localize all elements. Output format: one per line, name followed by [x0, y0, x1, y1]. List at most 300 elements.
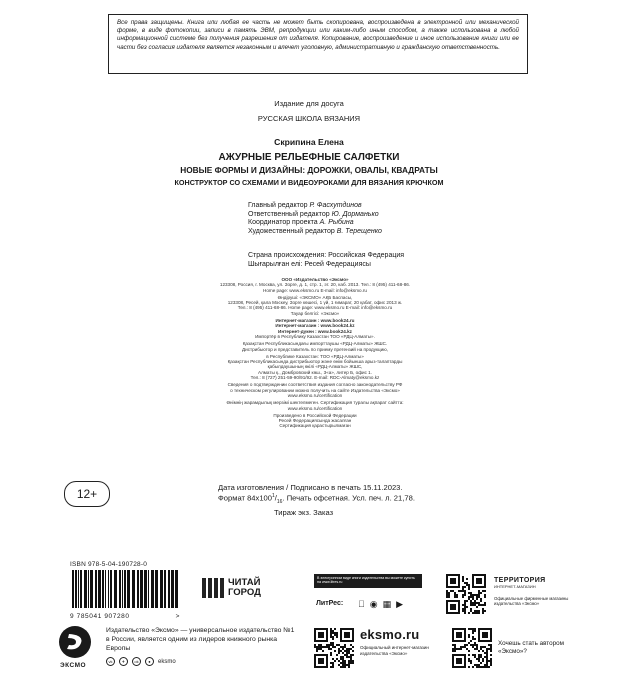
imprint-line: о техническом регулировании можно получить на сайте Издательства «Эксмо» — [230, 387, 400, 393]
qr-module — [464, 586, 466, 588]
qr-module — [468, 660, 470, 662]
qr-module — [330, 652, 332, 654]
qr-module — [454, 644, 456, 646]
barcode-bar — [75, 570, 77, 608]
qr-module — [338, 644, 340, 646]
chitai-gorod-logo — [200, 576, 261, 605]
qr-module — [480, 656, 482, 658]
barcode-bar — [160, 570, 163, 608]
chitai-bottom-text: ГОРОД — [228, 587, 261, 598]
eksmo-ru-subtitle: Официальный интернет-магазин издательства «Эксмо» — [360, 645, 429, 656]
credit-chief-editor: Главный редактор Р. Фасхутдинов — [248, 202, 362, 209]
qr-module — [480, 598, 482, 600]
qr-module — [446, 596, 448, 598]
qr-module — [344, 664, 346, 666]
qr-module — [448, 594, 450, 596]
qr-module — [336, 644, 338, 646]
barcode-bar — [90, 570, 93, 608]
qr-module — [452, 590, 454, 592]
qr-module — [478, 664, 480, 666]
barcode-bar — [119, 570, 121, 608]
qr-module — [486, 666, 488, 668]
qr-module — [326, 646, 328, 648]
qr-module — [458, 648, 460, 650]
qr-module — [456, 594, 458, 596]
barcode-bar — [132, 570, 135, 608]
chitai-top-text: ЧИТАЙ — [228, 577, 261, 588]
qr-module — [476, 606, 478, 608]
territory-title: ТЕРРИТОРИЯ — [494, 577, 546, 584]
qr-module — [338, 648, 340, 650]
qr-module — [348, 666, 350, 668]
qr-module — [474, 610, 476, 612]
imprint-line: в Республике Казахстан: ТОО «РДЦ-Алматы» — [266, 353, 364, 359]
qr-module — [338, 650, 340, 652]
qr-module — [322, 646, 324, 648]
qr-module — [478, 650, 480, 652]
qr-module — [480, 666, 482, 668]
qr-module — [334, 628, 336, 630]
qr-module — [476, 646, 478, 648]
qr-module — [466, 606, 468, 608]
qr-module — [470, 644, 472, 646]
qr-module — [350, 658, 352, 660]
qr-module — [328, 644, 330, 646]
imprint-line: Сведения о подтверждении соответствия издания согласно законодательству РФ — [227, 382, 403, 388]
qr-module — [326, 644, 328, 646]
qr-module — [468, 588, 470, 590]
barcode-bar — [124, 570, 126, 608]
qr-module — [336, 658, 338, 660]
telegram-icon[interactable]: ✈ — [119, 657, 128, 666]
qr-module — [468, 634, 470, 636]
qr-module — [468, 650, 470, 652]
qr-module — [450, 590, 452, 592]
imprint-line: 123308, Россия, г. Москва, ул. Зорге, д. 1, стр. 1, эт. 20, каб. 2013. Тел.: 8 (495) 411-68-86. — [219, 282, 411, 288]
qr-finder — [482, 632, 488, 638]
litres-ad-banner: В электронном виде книги издательства вы можете купить на www.litres.ru — [314, 574, 422, 588]
qr-module — [466, 582, 468, 584]
qr-module — [348, 660, 350, 662]
qr-module — [486, 656, 488, 658]
qr-module — [464, 608, 466, 610]
qr-module — [330, 630, 332, 632]
qr-module — [352, 646, 354, 648]
eksmo-logo-icon — [58, 625, 92, 659]
qr-module — [478, 656, 480, 658]
qr-module — [454, 592, 456, 594]
qr-module — [346, 654, 348, 656]
qr-module — [332, 662, 334, 664]
qr-module — [464, 604, 466, 606]
qr-module — [320, 648, 322, 650]
qr-module — [476, 612, 478, 614]
qr-module — [482, 646, 484, 648]
qr-module — [468, 658, 470, 660]
vk-icon[interactable]: vk — [106, 657, 115, 666]
web-icon[interactable]: ● — [145, 657, 154, 666]
qr-module — [446, 590, 448, 592]
qr-module — [490, 644, 492, 646]
barcode-bar — [98, 570, 101, 608]
qr-module — [452, 648, 454, 650]
qr-module — [342, 656, 344, 658]
qr-module — [478, 590, 480, 592]
qr-module — [462, 646, 464, 648]
barcode-addon: > — [175, 613, 180, 620]
qr-module — [474, 638, 476, 640]
qr-module — [472, 638, 474, 640]
qr-module — [332, 636, 334, 638]
qr-module — [344, 646, 346, 648]
qr-module — [476, 644, 478, 646]
qr-module — [480, 654, 482, 656]
qr-module — [476, 610, 478, 612]
qr-module — [490, 662, 492, 664]
qr-module — [474, 664, 476, 666]
qr-module — [330, 666, 332, 668]
qr-module — [334, 634, 336, 636]
qr-module — [486, 662, 488, 664]
qr-module — [344, 662, 346, 664]
qr-module — [490, 650, 492, 652]
print-info — [218, 483, 498, 517]
qr-module — [484, 590, 486, 592]
barcode-bar — [148, 570, 149, 608]
barcode-bar — [122, 570, 123, 608]
origin-ru: Страна происхождения: Российская Федерация — [248, 252, 405, 259]
barcode-bar — [110, 570, 112, 608]
qr-module — [472, 632, 474, 634]
barcode-bars — [70, 570, 180, 608]
qr-module — [338, 664, 340, 666]
qr-module — [476, 596, 478, 598]
qr-module — [482, 612, 484, 614]
territory-subtitle: Официальные фирменные магазины издательства «Эксмо» — [494, 596, 569, 607]
qr-module — [486, 660, 488, 662]
qr-module — [462, 578, 464, 580]
qr-module — [472, 654, 474, 656]
qr-module — [468, 654, 470, 656]
qr-module — [472, 612, 474, 614]
qr-module — [486, 648, 488, 650]
imprint-line: ООО «Издательство «Эксмо» — [281, 277, 349, 282]
imprint-line: www.eksmo.ru/certification — [287, 405, 343, 411]
qr-module — [478, 596, 480, 598]
qr-module — [316, 650, 318, 652]
age-rating-badge: 12+ — [64, 481, 110, 507]
barcode-bar — [72, 570, 74, 608]
social-handle[interactable]: eksmo — [158, 658, 176, 665]
qr-module — [448, 596, 450, 598]
print-circulation: Тираж экз. Заказ — [274, 507, 334, 517]
qr-module — [472, 644, 474, 646]
qr-module — [470, 600, 472, 602]
qr-module — [474, 594, 476, 596]
qr-module — [350, 644, 352, 646]
qr-module — [464, 644, 466, 646]
qr-module — [352, 654, 354, 656]
qr-module — [330, 654, 332, 656]
imprint-line: Тел.: 8 (727) 251-59-90/91/92. E-mail: RDC-Almaty@eksmo.kz — [250, 375, 380, 381]
eksmo-wordmark: ЭКСМО — [60, 662, 87, 669]
qr-module — [340, 646, 342, 648]
qr-module — [474, 628, 476, 630]
qr-module — [486, 654, 488, 656]
imprint-line: www.eksmo.ru/certification — [287, 392, 343, 398]
barcode-bar — [105, 570, 106, 608]
qr-module — [454, 646, 456, 648]
qr-module — [460, 648, 462, 650]
qr-module — [320, 644, 322, 646]
qr-module — [340, 650, 342, 652]
qr-module — [474, 654, 476, 656]
qr-module — [490, 660, 492, 662]
qr-module — [490, 648, 492, 650]
qr-module — [472, 602, 474, 604]
qr-module — [470, 608, 472, 610]
qr-module — [478, 594, 480, 596]
imprint-block — [180, 277, 450, 429]
qr-module — [470, 594, 472, 596]
social-links — [106, 657, 176, 666]
qr-module — [446, 592, 448, 594]
qr-module — [474, 612, 476, 614]
qr-module — [488, 660, 490, 662]
imprint-line: Өндіруші: «ЭКСМО» АҚБ Баспасы, — [277, 294, 353, 300]
qr-module — [484, 594, 486, 596]
qr-module — [336, 632, 338, 634]
qr-module — [346, 650, 348, 652]
qr-module — [316, 648, 318, 650]
qr-module — [330, 662, 332, 664]
qr-module — [480, 648, 482, 650]
qr-module — [464, 594, 466, 596]
qr-module — [474, 644, 476, 646]
imprint-line: Интернет-магазин : www.book24.kz — [275, 323, 355, 329]
qr-module — [330, 634, 332, 636]
qr-finder — [318, 632, 324, 638]
qr-module — [350, 648, 352, 650]
imprint-line: Өнімнің жарамдылық мерзімі шектелмеген. Сертификация туралы ақпарат сайтта: — [226, 400, 404, 406]
qr-module — [468, 642, 470, 644]
edition-type: Издание для досуга — [274, 99, 344, 108]
qr-module — [470, 602, 472, 604]
qr-module — [462, 604, 464, 606]
qr-module — [324, 646, 326, 648]
credit-responsible-editor: Ответственный редактор Ю. Дорманько — [248, 210, 379, 218]
qr-module — [456, 596, 458, 598]
qr-module — [342, 660, 344, 662]
qr-module — [336, 634, 338, 636]
imprint-line: Интернет-магазин : www.book24.ru — [275, 318, 355, 324]
qr-finder — [450, 604, 456, 610]
qr-module — [482, 658, 484, 660]
qr-module — [468, 584, 470, 586]
qr-code-territory — [446, 574, 486, 614]
qr-module — [490, 658, 492, 660]
barcode-bar — [140, 570, 143, 608]
qr-module — [468, 592, 470, 594]
qr-module — [474, 648, 476, 650]
isbn-number: ISBN 978-5-04-190728-0 — [70, 561, 148, 568]
imprint-line: Қазақстан Республикасында дистрибьютор және өнім бойынша арыз-талаптарды — [227, 359, 403, 365]
qr-module — [478, 602, 480, 604]
qr-finder — [456, 658, 462, 664]
imprint-line: Произведено в Российской Федерации — [273, 412, 357, 418]
qr-module — [454, 594, 456, 596]
qr-module — [344, 666, 346, 668]
qr-module — [344, 654, 346, 656]
qr-module — [342, 646, 344, 648]
qr-module — [484, 604, 486, 606]
qr-module — [478, 660, 480, 662]
qr-module — [484, 596, 486, 598]
qr-module — [472, 598, 474, 600]
qr-module — [332, 646, 334, 648]
qr-module — [448, 592, 450, 594]
qr-module — [332, 632, 334, 634]
qr-module — [484, 664, 486, 666]
barcode-bar — [102, 570, 104, 608]
qr-module — [350, 662, 352, 664]
qr-module — [472, 604, 474, 606]
qr-module — [350, 654, 352, 656]
qr-module — [490, 664, 492, 666]
qr-module — [470, 604, 472, 606]
qr-module — [454, 650, 456, 652]
qr-module — [348, 656, 350, 658]
qr-module — [446, 594, 448, 596]
editorial-credits — [248, 202, 468, 236]
barcode-bar — [168, 570, 170, 608]
qr-module — [468, 628, 470, 630]
qr-module — [468, 586, 470, 588]
qr-module — [476, 594, 478, 596]
windows-icon: ▦ — [375, 598, 385, 609]
print-format: Формат $84x100^1/_{16}$. Печать офсетная. Усл. печ. л. 21,78. — [218, 493, 415, 506]
barcode-bar — [114, 570, 117, 608]
credit-art-editor: Художественный редактор В. Терещенко — [248, 227, 382, 235]
qr-module — [484, 666, 486, 668]
qr-module — [478, 610, 480, 612]
copyright-text: Все права защищены. Книга или любая ее часть не может быть скопирована, воспроизведена в электронной или механической форме, в виде фотокопии, записи в память ЭВМ, репродукции или каким-либо иным способом, а также использована в любой информационной системе без получения разрешения от издателя. Копирование, воспроизведение и иное использование книги или ее части без согласия издателя является незаконным и влечет уголовную, административную и гражданскую ответственность. — [117, 19, 519, 51]
qr-module — [322, 650, 324, 652]
qr-module — [352, 662, 354, 664]
qr-module — [346, 652, 348, 654]
qr-module — [454, 648, 456, 650]
qr-module — [480, 600, 482, 602]
qr-module — [468, 666, 470, 668]
barcode-bar — [137, 570, 139, 608]
qr-module — [484, 602, 486, 604]
qr-module — [318, 646, 320, 648]
qr-module — [330, 644, 332, 646]
imprint-line: Сертификация қарастырылмаған — [279, 423, 351, 429]
author-name: Скрипина Елена — [274, 137, 344, 147]
litres-logo: ЛитРес: — [316, 600, 344, 607]
qr-module — [340, 662, 342, 664]
qr-module — [474, 656, 476, 658]
qr-module — [332, 666, 334, 668]
qr-module — [480, 592, 482, 594]
qr-module — [468, 612, 470, 614]
qr-module — [484, 610, 486, 612]
qr-finder — [456, 632, 462, 638]
qr-module — [316, 646, 318, 648]
qr-module — [330, 642, 332, 644]
qr-module — [458, 590, 460, 592]
qr-module — [468, 596, 470, 598]
qr-module — [464, 612, 466, 614]
imprint-line: Home page: www.eksmo.ru E-mail: info@eksmo.ru — [263, 287, 367, 293]
qr-module — [342, 662, 344, 664]
barcode-bar — [78, 570, 79, 608]
qr-module — [352, 660, 354, 662]
credit-coordinator: Координатор проекта А. Рыбина — [248, 219, 354, 227]
qr-module — [330, 636, 332, 638]
qr-module — [476, 598, 478, 600]
qr-module — [330, 632, 332, 634]
qr-module — [476, 602, 478, 604]
qr-module — [344, 660, 346, 662]
qr-module — [332, 638, 334, 640]
qr-module — [470, 628, 472, 630]
qr-module — [350, 660, 352, 662]
qr-module — [334, 646, 336, 648]
qr-module — [486, 650, 488, 652]
origin-block — [248, 252, 468, 269]
qr-module — [468, 598, 470, 600]
qr-module — [478, 592, 480, 594]
territory-logo — [494, 577, 546, 589]
qr-module — [332, 642, 334, 644]
qr-module — [466, 600, 468, 602]
qr-module — [342, 664, 344, 666]
imprint-line: 123308, Ресей, қала Мәскеу, Зорге көшесі, 1 үй, 1 ғимарат, 20 қабат, офис 2013 ж. — [227, 300, 403, 306]
imprint-line: Дистрибьютор и представитель по приему претензий на продукцию, — [242, 346, 388, 352]
qr-module — [486, 658, 488, 660]
qr-module — [342, 648, 344, 650]
qr-module — [466, 584, 468, 586]
qr-module — [334, 650, 336, 652]
qr-module — [486, 664, 488, 666]
qr-module — [348, 662, 350, 664]
eksmo-ru-link[interactable]: eksmo.ru — [360, 627, 420, 642]
qr-module — [460, 590, 462, 592]
qr-module — [462, 590, 464, 592]
become-author-cta: Хочешь стать автором «Эксмо»? — [498, 640, 564, 655]
qr-module — [482, 610, 484, 612]
qr-module — [478, 658, 480, 660]
qr-module — [462, 596, 464, 598]
qr-module — [330, 648, 332, 650]
barcode-digits: 9 785041 907280 — [70, 613, 130, 620]
qr-module — [350, 656, 352, 658]
qr-module — [484, 652, 486, 654]
imprint-line: Тауар белгісі: «Эксмо» — [290, 310, 340, 316]
qr-module — [336, 654, 338, 656]
qr-module — [474, 630, 476, 632]
qr-module — [478, 666, 480, 668]
qr-module — [332, 658, 334, 660]
qr-module — [340, 658, 342, 660]
ok-icon[interactable]: ok — [132, 657, 141, 666]
barcode-bar — [108, 570, 109, 608]
qr-module — [462, 594, 464, 596]
qr-module — [482, 660, 484, 662]
qr-module — [456, 648, 458, 650]
